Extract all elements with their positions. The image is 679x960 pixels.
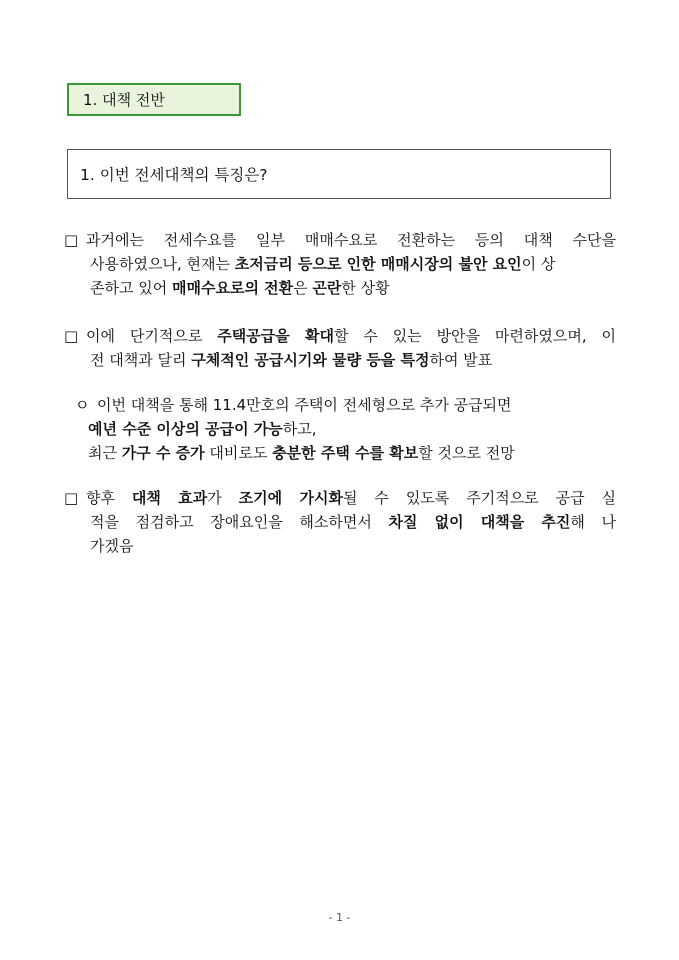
circle-bullet: ㅇ [75, 396, 90, 414]
paragraph-1-line-2: 사용하였으나, 현재는 초저금리 등으로 인한 매매시장의 불안 요인이 상 [90, 255, 556, 273]
paragraph-2-line-1: □ 이에 단기적으로 주택공급을 확대할 수 있는 방안을 마련하였으며, 이 [64, 324, 616, 348]
question-title: 1. 이번 전세대책의 특징은? [80, 166, 268, 184]
square-bullet: □ [64, 489, 79, 507]
paragraph-3 [64, 486, 616, 558]
paragraph-2-line-2: 전 대책과 달리 구체적인 공급시기와 물량 등을 특정하여 발표 [90, 351, 493, 369]
section-title: 1. 대책 전반 [83, 91, 165, 109]
section-title-box [67, 83, 241, 116]
sub-bullet-1-line-1: ㅇ 이번 대책을 통해 11.4만호의 주택이 전세형으로 추가 공급되면 [75, 393, 615, 417]
paragraph-1 [64, 228, 616, 300]
sub-bullet-1 [75, 393, 615, 465]
paragraph-2 [64, 324, 616, 372]
question-title-box [67, 149, 611, 199]
paragraph-1-line-3: 존하고 있어 매매수요로의 전환은 곤란한 상황 [90, 279, 390, 297]
page-number: - 1 - [328, 911, 351, 924]
paragraph-3-line-1: □ 향후 대책 효과가 조기에 가시화될 수 있도록 주기적으로 공급 실 [64, 486, 616, 510]
sub-bullet-1-line-3: 최근 가구 수 증가 대비로도 충분한 주택 수를 확보할 것으로 전망 [88, 444, 515, 462]
sub-bullet-1-line-2: 예년 수준 이상의 공급이 가능하고, [88, 420, 317, 438]
square-bullet: □ [64, 231, 79, 249]
paragraph-1-line-1: □ 과거에는 전세수요를 일부 매매수요로 전환하는 등의 대책 수단을 [64, 228, 616, 252]
square-bullet: □ [64, 327, 79, 345]
paragraph-3-line-2: 적을 점검하고 장애요인을 해소하면서 차질 없이 대책을 추진해 나 [90, 513, 616, 531]
paragraph-3-line-3: 가겠음 [90, 537, 134, 555]
